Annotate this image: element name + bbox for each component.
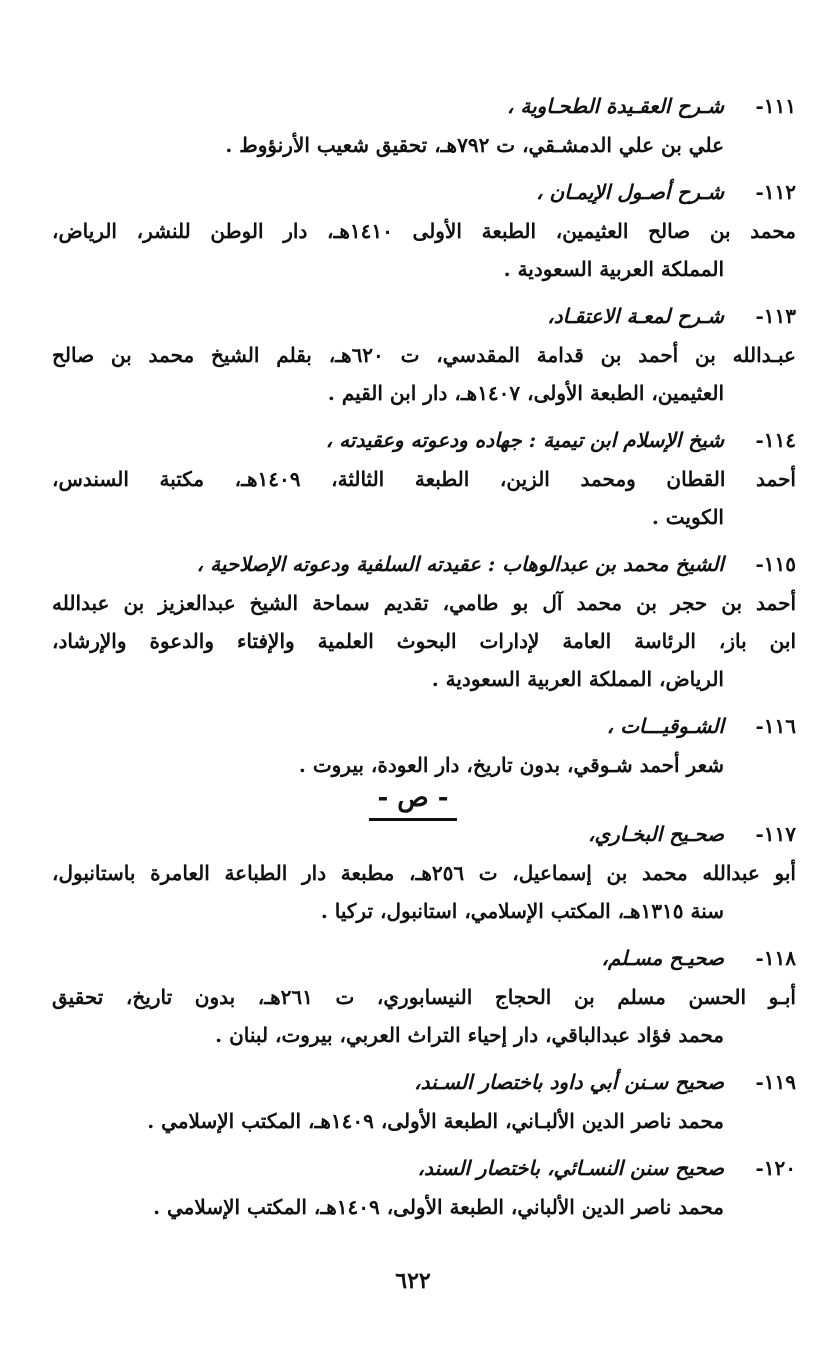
entry-heading: [52, 420, 796, 460]
bibliography-entry-118: [52, 938, 796, 1054]
entry-heading: [52, 296, 796, 336]
entry-title: صحيح سـنن أبي داود باختصار السـند،: [414, 1070, 724, 1094]
entry-number: ١١٨-: [755, 946, 796, 970]
entry-detail-line: شعر أحمد شـوقي، بدون تاريخ، دار العودة، بيروت .: [298, 753, 724, 777]
entry-title: شـرح العقـيدة الطحـاوية ،: [506, 94, 724, 118]
entry-detail-line: محمد فؤاد عبدالباقي، دار إحياء التراث العربي، بيروت، لبنان .: [215, 1023, 724, 1047]
bibliography-entry-115: [52, 544, 796, 698]
entries-group-after-letter: [52, 814, 796, 1234]
entry-number: ١١٥-: [755, 552, 796, 576]
entry-heading: [52, 814, 796, 854]
entry-title: شيخ الإسلام ابن تيمية : جهاده ودعوته وعقيدته ،: [325, 428, 724, 452]
bibliography-entry-119: [52, 1062, 796, 1140]
entry-number: ١١٩-: [755, 1070, 796, 1094]
entry-heading: [52, 1148, 796, 1188]
page-number: ٦٢٢: [395, 1268, 431, 1294]
bibliography-entry-117: [52, 814, 796, 930]
entry-detail-line: أحمد بن حجر بن محمد آل بو طامي، تقديم سماحة الشيخ عبدالعزيز بن عبدالله: [52, 591, 796, 615]
entry-heading: [52, 86, 796, 126]
entry-number: ١١١-: [755, 94, 796, 118]
entry-title: شـرح لمعـة الاعتقـاد،: [547, 304, 724, 328]
bibliography-entry-120: [52, 1148, 796, 1226]
bibliography-entry-116: [52, 706, 796, 784]
section-letter: - ص -: [369, 780, 456, 821]
entry-detail-line: العثيمين، الطبعة الأولى، ١٤٠٧هـ، دار ابن القيم .: [327, 381, 724, 405]
entry-heading: [52, 706, 796, 746]
entry-detail-line: علي بن علي الدمشـقي، ت ٧٩٢هـ، تحقيق شعيب الأرنؤوط .: [225, 133, 724, 157]
entry-title: الشـوقيـــات ،: [606, 714, 724, 738]
entry-detail-line: ابن باز، الرئاسة العامة لإدارات البحوث العلمية والإفتاء والدعوة والإرشاد،: [52, 629, 796, 653]
entry-title: الشيخ محمد بن عبدالوهاب : عقيدته السلفية ودعوته الإصلاحية ،: [196, 552, 724, 576]
entry-title: صحـيح البخـاري،: [588, 822, 724, 846]
entry-detail-line: المملكة العربية السعودية .: [503, 257, 724, 281]
entry-detail-line: سنة ١٣١٥هـ، المكتب الإسلامي، استانبول، تركيا .: [320, 899, 724, 923]
bibliography-entry-114: [52, 420, 796, 536]
entry-title: شـرح أصـول الإيمـان ،: [536, 180, 724, 204]
entry-detail-line: محمد ناصر الدين الألبـاني، الطبعة الأولى، ١٤٠٩هـ، المكتب الإسلامي .: [147, 1109, 724, 1133]
entry-detail-line: أحمد القطان ومحمد الزين، الطبعة الثالثة، ١٤٠٩هـ، مكتبة السندس،: [52, 467, 796, 491]
entry-detail-line: أبو عبدالله محمد بن إسماعيل، ت ٢٥٦هـ، مطبعة دار الطباعة العامرة باستانبول،: [52, 861, 796, 885]
entry-detail-line: أبـو الحسن مسلم بن الحجاج النيسابوري، ت ٢٦١هـ، بدون تاريخ، تحقيق: [52, 985, 796, 1009]
entry-heading: [52, 1062, 796, 1102]
entry-detail-line: محمد بن صالح العثيمين، الطبعة الأولى ١٤١٠هـ، دار الوطن للنشر، الرياض،: [52, 219, 796, 243]
bibliography-entry-113: [52, 296, 796, 412]
entry-title: صحيح سنن النسـائي، باختصار السند،: [417, 1156, 724, 1180]
entry-heading: [52, 544, 796, 584]
entry-title: صحيـح مسـلم،: [601, 946, 724, 970]
bibliography-entry-112: [52, 172, 796, 288]
entry-number: ١١٧-: [755, 822, 796, 846]
entry-number: ١٢٠-: [755, 1156, 796, 1180]
entry-number: ١١٦-: [755, 714, 796, 738]
entry-heading: [52, 938, 796, 978]
entry-number: ١١٣-: [755, 304, 796, 328]
entry-detail-line: عبـدالله بن أحمد بن قدامة المقدسي، ت ٦٢٠هـ، بقلم الشيخ محمد بن صالح: [52, 343, 796, 367]
entry-number: ١١٢-: [755, 180, 796, 204]
bibliography-entry-111: [52, 86, 796, 164]
entry-detail-line: محمد ناصر الدين الألباني، الطبعة الأولى، ١٤٠٩هـ، المكتب الإسلامي .: [153, 1195, 724, 1219]
entry-detail-line: الرياض، المملكة العربية السعودية .: [431, 667, 724, 691]
entry-detail-line: الكويت .: [651, 505, 724, 529]
entry-number: ١١٤-: [755, 428, 796, 452]
entries-group-before-letter: [52, 86, 796, 792]
entry-heading: [52, 172, 796, 212]
